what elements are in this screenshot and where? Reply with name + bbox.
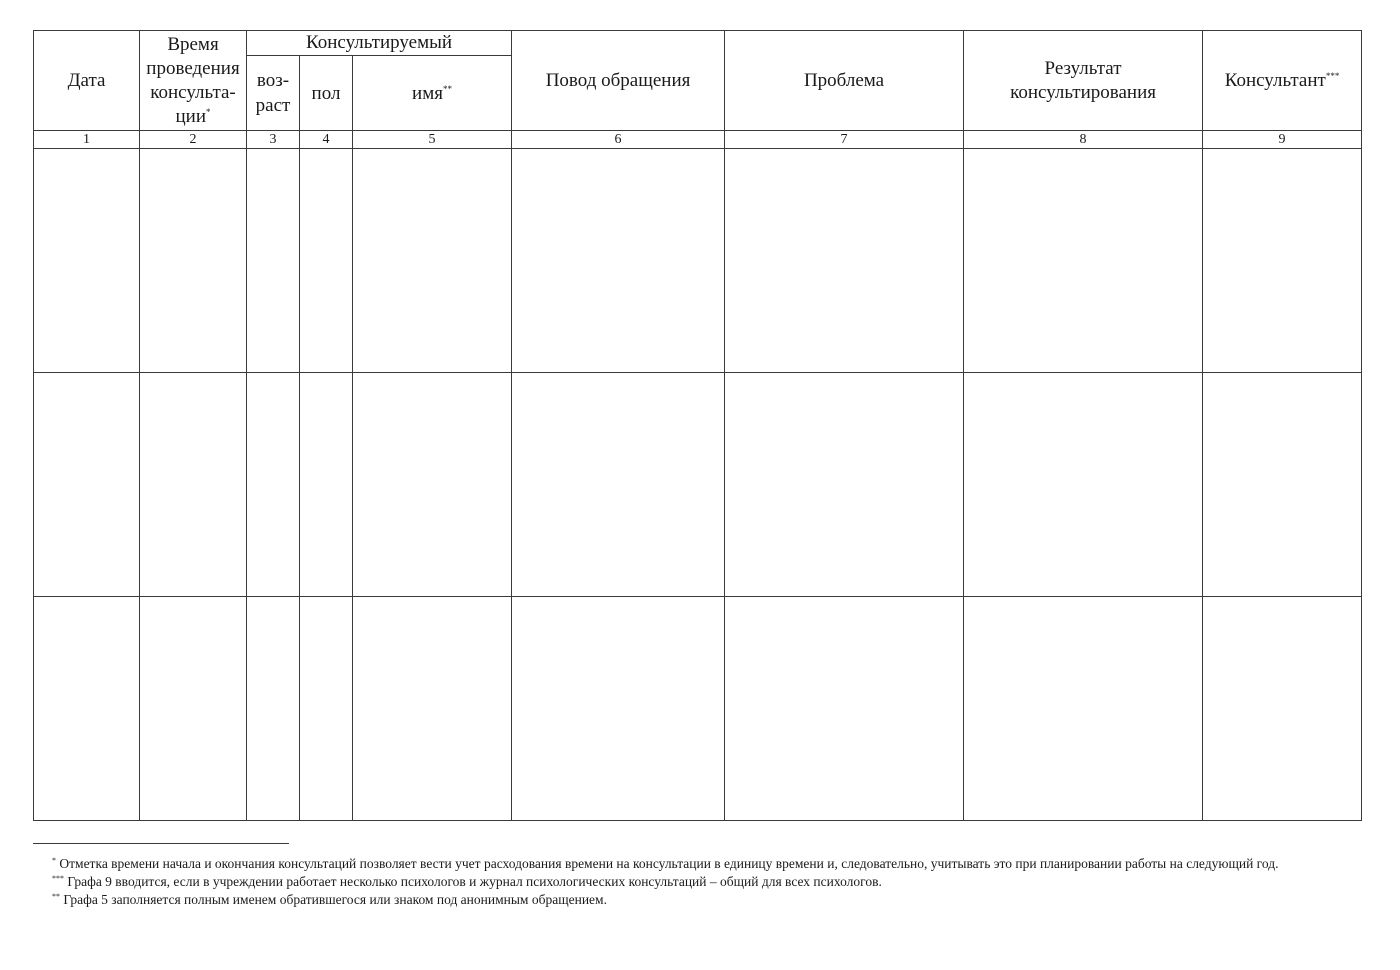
empty-cell [300, 597, 353, 821]
column-number: 2 [140, 131, 247, 149]
empty-cell [34, 597, 140, 821]
empty-cell [512, 597, 725, 821]
column-number: 9 [1203, 131, 1362, 149]
column-number-row [34, 131, 1362, 149]
header-problem: Проблема [725, 31, 964, 131]
empty-cell [34, 149, 140, 373]
column-number: 7 [725, 131, 964, 149]
column-number: 3 [247, 131, 300, 149]
header-name: имя** [353, 56, 512, 131]
footnote-mark: ** [442, 83, 452, 94]
header-age: воз- раст [247, 56, 300, 131]
header-reason: Повод обращения [512, 31, 725, 131]
empty-cell [964, 373, 1203, 597]
table-row [34, 373, 1362, 597]
footnote-separator [33, 843, 289, 844]
empty-cell [1203, 149, 1362, 373]
empty-cell [247, 597, 300, 821]
empty-cell [512, 149, 725, 373]
footnote-mark: *** [1325, 70, 1340, 81]
footnote-3: ** Графа 5 заполняется полным именем обратившегося или знаком под анонимным обращением. [52, 892, 607, 907]
empty-cell [1203, 597, 1362, 821]
footnote-2: *** Графа 9 вводится, если в учреждении работает несколько психологов и журнал психологических консультаций – общий для всех психологов. [52, 874, 882, 889]
header-result: Результат консультирования [964, 31, 1203, 131]
empty-cell [300, 373, 353, 597]
empty-cell [140, 149, 247, 373]
empty-cell [353, 373, 512, 597]
column-number: 4 [300, 131, 353, 149]
column-number: 5 [353, 131, 512, 149]
empty-cell [247, 373, 300, 597]
consultation-journal-table [33, 30, 1362, 821]
header-sex: пол [300, 56, 353, 131]
header-client-group: Консультируемый [247, 31, 512, 56]
empty-cell [353, 597, 512, 821]
empty-cell [300, 149, 353, 373]
empty-cell [353, 149, 512, 373]
empty-cell [964, 597, 1203, 821]
empty-cell [140, 373, 247, 597]
column-number: 1 [34, 131, 140, 149]
column-number: 6 [512, 131, 725, 149]
empty-cell [725, 597, 964, 821]
footnotes [20, 855, 1375, 909]
footnote-mark: * [206, 106, 211, 117]
header-consultation-time: Время проведения консульта- ции* [140, 31, 247, 131]
column-number: 8 [964, 131, 1203, 149]
empty-cell [34, 373, 140, 597]
header-consultant: Консультант*** [1203, 31, 1362, 131]
empty-cell [140, 597, 247, 821]
table-row [34, 149, 1362, 373]
empty-cell [725, 373, 964, 597]
header-date: Дата [34, 31, 140, 131]
empty-cell [247, 149, 300, 373]
table-row [34, 597, 1362, 821]
empty-cell [1203, 373, 1362, 597]
empty-cell [512, 373, 725, 597]
empty-cell [725, 149, 964, 373]
footnote-1: * Отметка времени начала и окончания консультаций позволяет вести учет расходования времени на консультации в единицу времени и, следовательно, учитывать это при планировании работы на следующий год. [52, 856, 1279, 871]
empty-cell [964, 149, 1203, 373]
